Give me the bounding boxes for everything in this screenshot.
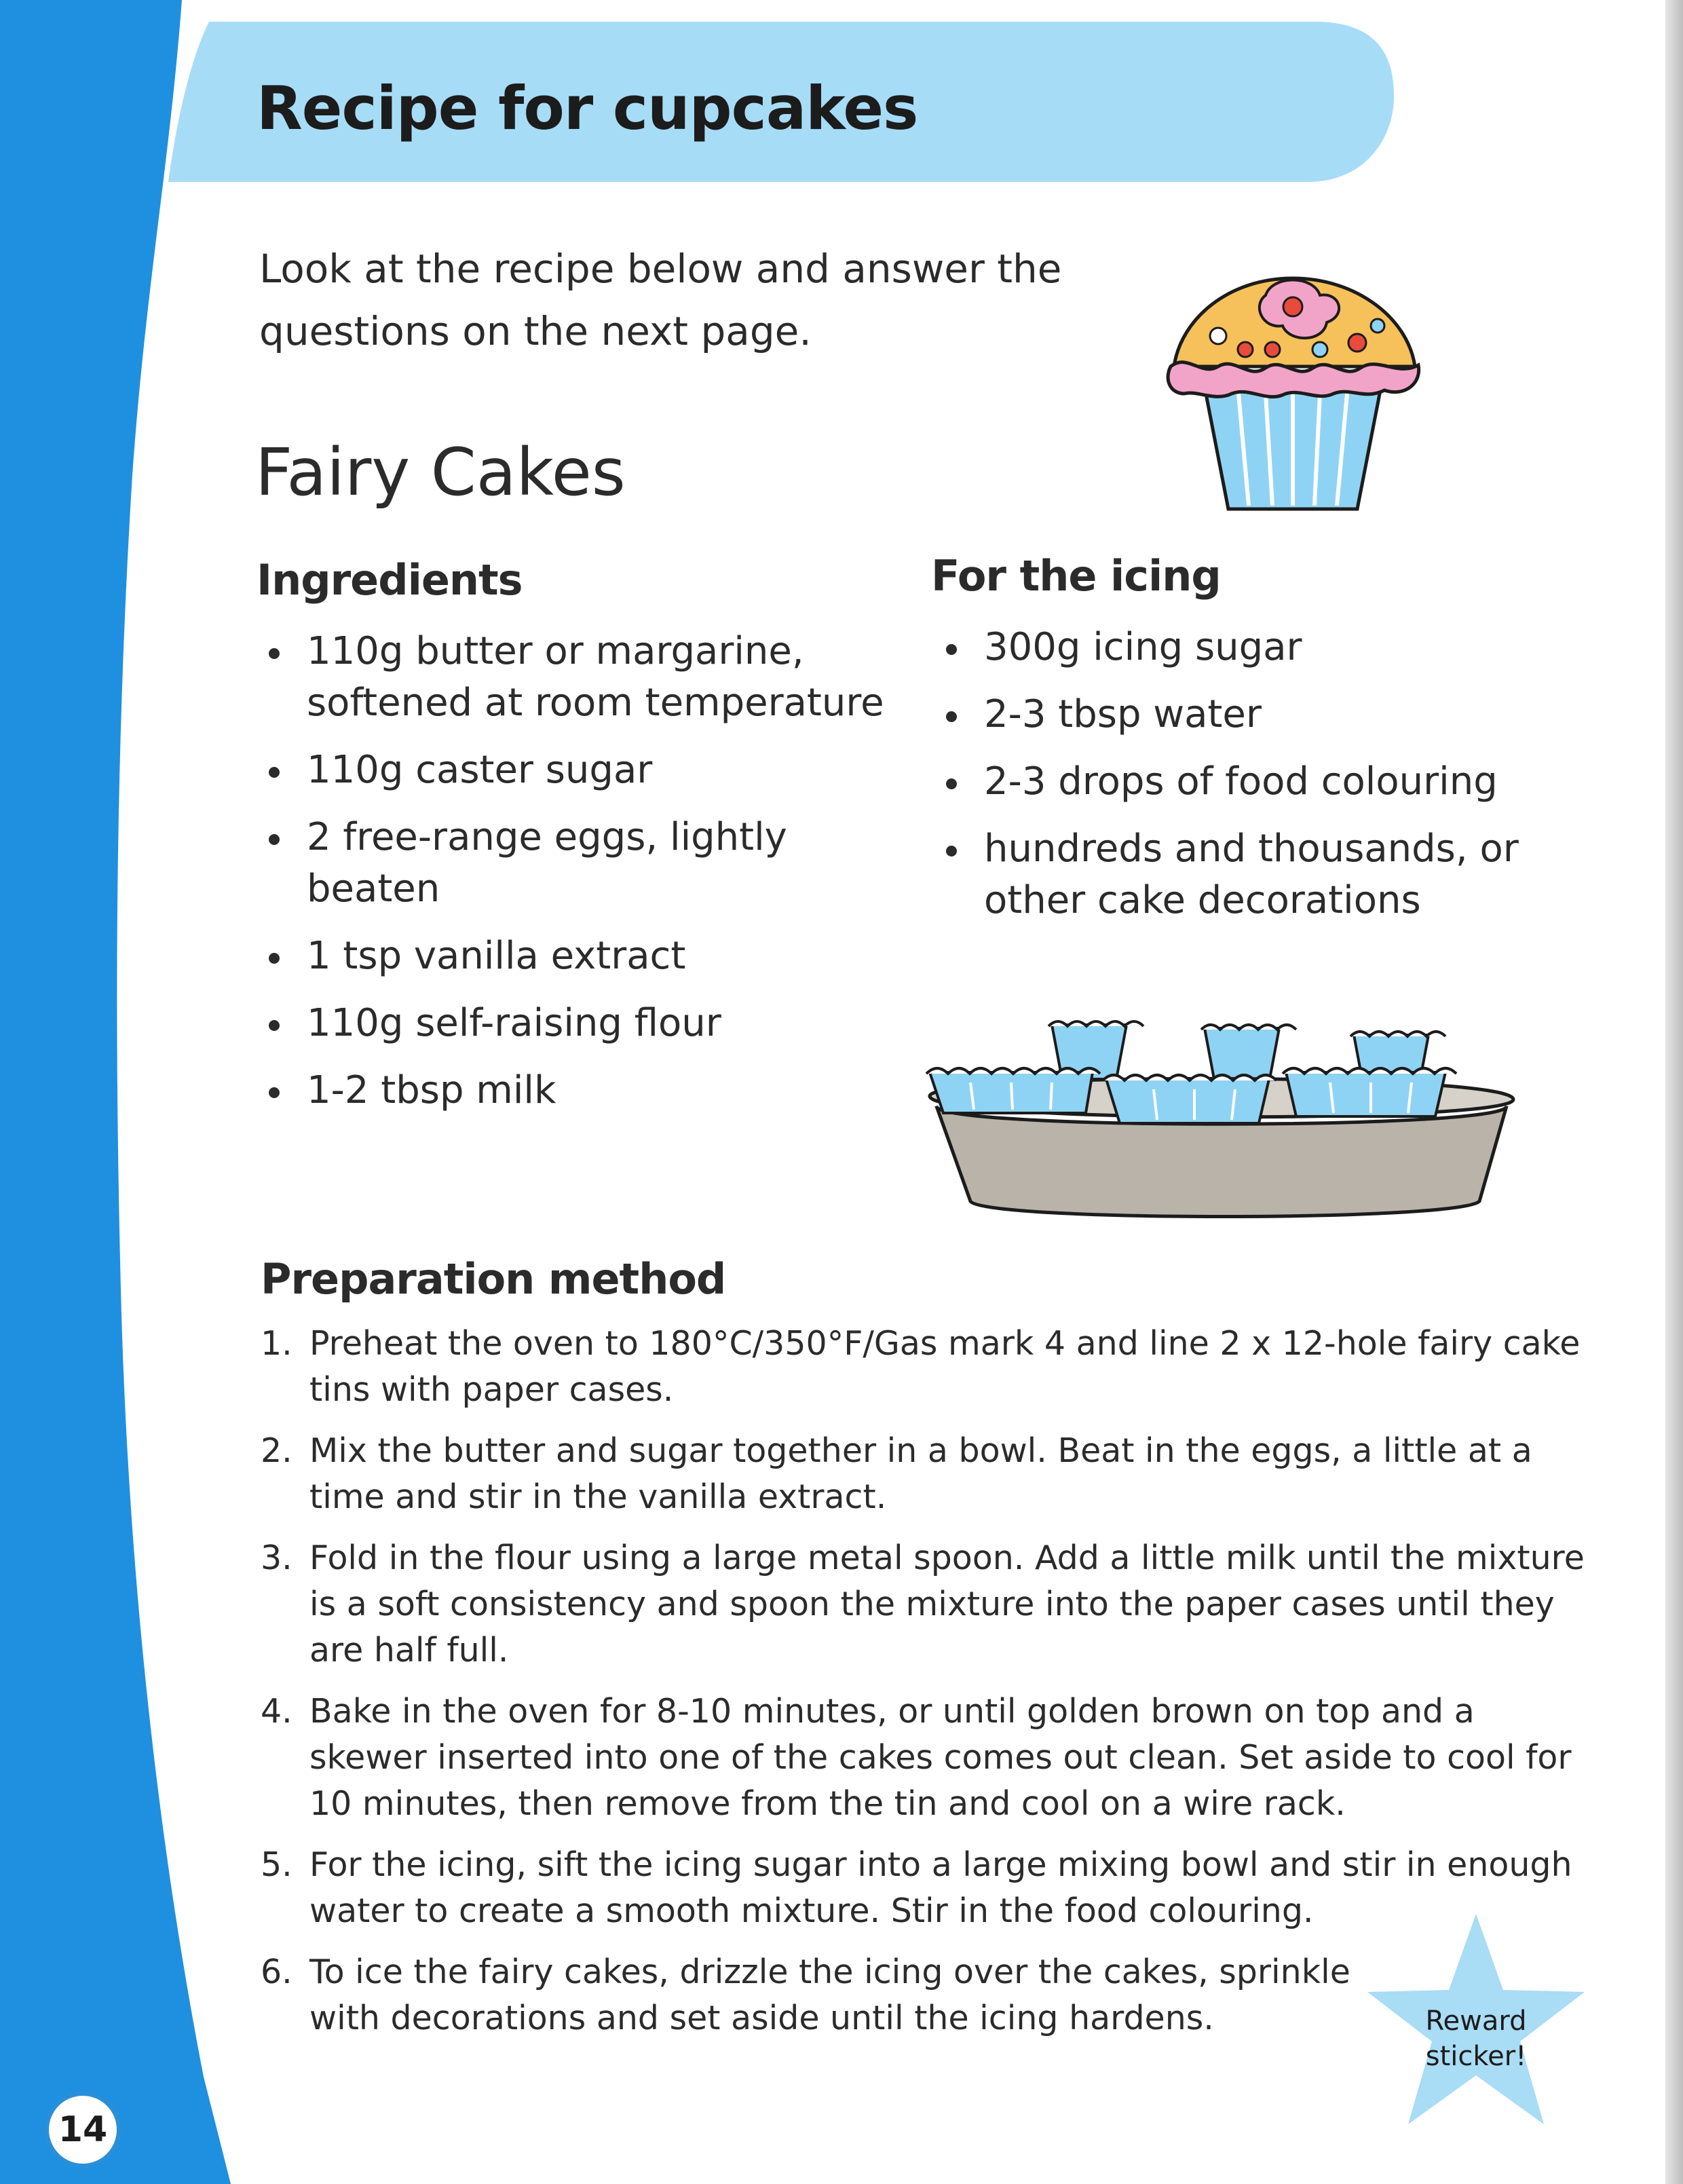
method-step: 6. To ice the fairy cakes, drizzle the icing over the cakes, sprinkle with decorations and set aside until the icing hardens. xyxy=(261,1953,1350,2037)
icing-item: 2-3 tbsp water xyxy=(935,689,1573,740)
ingredient-item: 1 tsp vanilla extract xyxy=(258,930,909,982)
ingredient-item: 110g self-raising flour xyxy=(258,998,909,1049)
bullet-icon xyxy=(946,778,957,789)
bullet-icon xyxy=(946,846,957,856)
icing-list xyxy=(935,622,1573,942)
bullet-icon xyxy=(269,1087,280,1098)
bullet-icon xyxy=(269,767,280,778)
icing-item: hundreds and thousands, or other cake decorations xyxy=(935,823,1573,926)
page-title: Recipe for cupcakes xyxy=(257,73,918,143)
ingredient-item: 1-2 tbsp milk xyxy=(258,1065,909,1116)
page-number-badge xyxy=(49,2096,117,2164)
method-step: 4. Bake in the oven for 8-10 minutes, or until golden brown on top and a skewer inserted into one of the cakes comes out clean. Set aside to cool for 10 minutes, then remove from the tin and cool on a wire rack. xyxy=(261,1692,1572,1823)
reward-sticker-label: Reward sticker! xyxy=(1425,2006,1527,2072)
ingredient-item: 2 free-range eggs, lightly beaten xyxy=(258,812,909,915)
ingredient-item: 110g caster sugar xyxy=(258,745,909,796)
bullet-icon xyxy=(946,644,957,655)
page-binding-edge xyxy=(1665,0,1683,2184)
bullet-icon xyxy=(269,834,280,845)
bullet-icon xyxy=(269,1020,280,1031)
method-step: 5. For the icing, sift the icing sugar into a large mixing bowl and stir in enough water to create a smooth mixture. Stir in the food colouring. xyxy=(261,1845,1572,1930)
intro-text: Look at the recipe below and answer the questions on the next page. xyxy=(259,246,1062,354)
cupcake-tray-illustration xyxy=(916,1004,1527,1228)
method-step: 2. Mix the butter and sugar together in a bowl. Beat in the eggs, a little at a time and stir in the vanilla extract. xyxy=(261,1431,1532,1516)
method-step: 1. Preheat the oven to 180°C/350°F/Gas mark 4 and line 2 x 12-hole fairy cake tins with paper cases. xyxy=(261,1324,1581,1409)
recipe-name: Fairy Cakes xyxy=(255,434,626,510)
left-blue-band xyxy=(0,0,231,2184)
icing-item: 300g icing sugar xyxy=(935,622,1573,673)
method-step: 3. Fold in the flour using a large metal spoon. Add a little milk until the mixture is a soft consistency and spoon the mixture into the paper cases until they are half full. xyxy=(261,1539,1585,1670)
page-number: 14 xyxy=(58,2109,108,2150)
icing-heading: For the icing xyxy=(931,551,1221,601)
bullet-icon xyxy=(946,711,957,722)
bullet-icon xyxy=(269,648,280,659)
ingredients-heading: Ingredients xyxy=(257,555,523,605)
bullet-icon xyxy=(269,953,280,964)
method-heading: Preparation method xyxy=(261,1254,726,1304)
cupcake-illustration xyxy=(1154,258,1439,516)
icing-item: 2-3 drops of food colouring xyxy=(935,756,1573,808)
ingredients-list xyxy=(258,626,909,1132)
ingredient-item: 110g butter or margarine, softened at room temperature xyxy=(258,626,909,729)
